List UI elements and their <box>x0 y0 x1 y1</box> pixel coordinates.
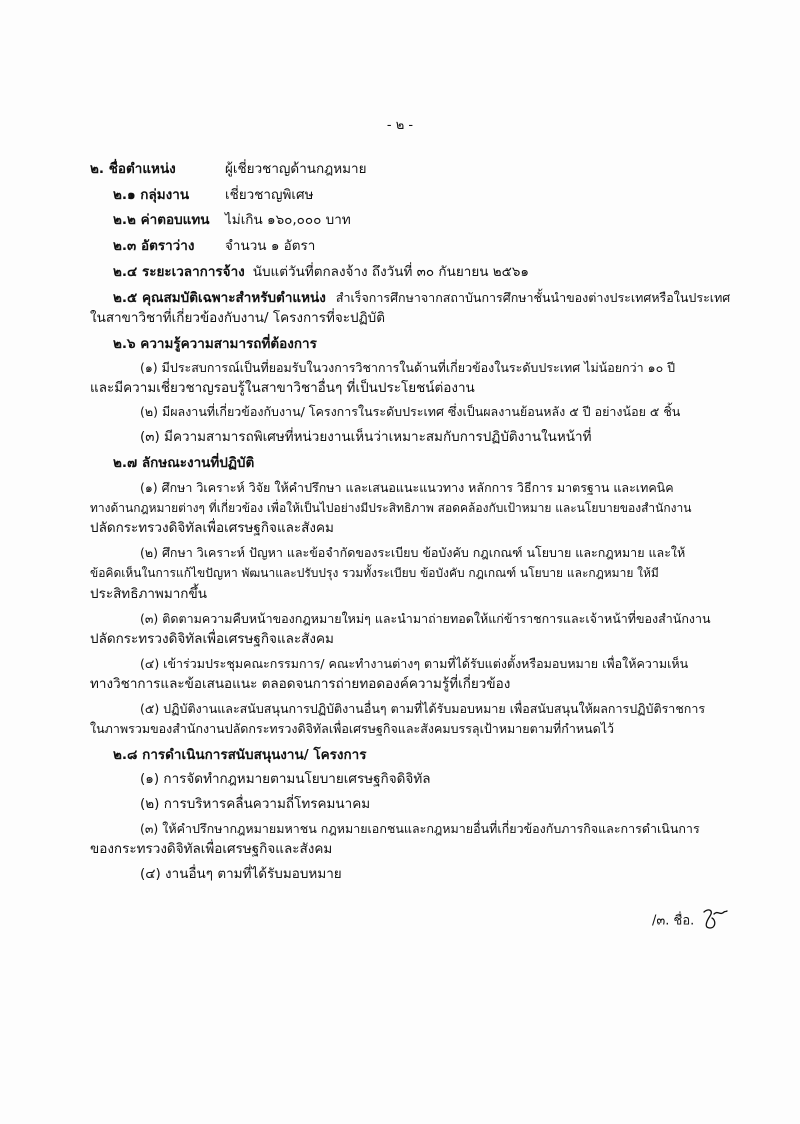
duration-value: นับแต่วันที่ตกลงจ้าง ถึงวันที่ ๓๐ กันยายน ๒๕๖๑ <box>252 264 530 280</box>
work-group-label: ๒.๑ กลุ่มงาน <box>113 187 190 203</box>
continuation-marker <box>652 906 728 936</box>
qualification-row <box>113 289 730 307</box>
duty-item-1-continuation: ทางด้านกฎหมายต่างๆ ที่เกี่ยวข้อง เพื่อให้เป็นไปอย่างมีประสิทธิภาพ สอดคล้องกับเป้าหมาย และนโยบายของสำนักงาน <box>90 501 692 515</box>
position-heading-value: ผู้เชี่ยวชาญด้านกฎหมาย <box>225 161 367 177</box>
duties-heading: ๒.๗ ลักษณะงานที่ปฏิบัติ <box>113 455 255 471</box>
knowledge-item-2: (๒) มีผลงานที่เกี่ยวข้องกับงาน/ โครงการในระดับประเทศ ซึ่งเป็นผลงานย้อนหลัง ๕ ปี อย่างน้อย ๕ ชิ้น <box>140 404 681 419</box>
duty-item-3: (๓) ติดตามความคืบหน้าของกฎหมายใหม่ๆ และนำมาถ่ายทอดให้แก่ข้าราชการและเจ้าหน้าที่ของสำนักงาน <box>140 611 711 626</box>
compensation-label: ๒.๒ ค่าตอบแทน <box>113 212 210 228</box>
page-number: - ๒ - <box>386 118 414 133</box>
duty-item-4: (๔) เข้าร่วมประชุมคณะกรรมการ/ คณะทำงานต่างๆ ตามที่ได้รับแต่งตั้งหรือมอบหมาย เพื่อให้ความเห็น <box>140 656 689 671</box>
continuation-text: /๓. ชื่อ. <box>652 913 695 929</box>
support-item-4: (๔) งานอื่นๆ ตามที่ได้รับมอบหมาย <box>140 866 342 882</box>
duty-item-5: (๕) ปฏิบัติงานและสนับสนุนการปฏิบัติงานอื่นๆ ตามที่ได้รับมอบหมาย เพื่อสนับสนุนให้ผลการปฏิบัติราชการ <box>140 701 706 716</box>
vacancy-label: ๒.๓ อัตราว่าง <box>113 238 195 254</box>
compensation-row <box>113 211 351 229</box>
signature-initials-icon <box>700 906 728 936</box>
knowledge-item-1-continuation: และมีความเชี่ยวชาญรอบรู้ในสาขาวิชาอื่นๆ ที่เป็นประโยชน์ต่องาน <box>90 380 475 396</box>
duty-item-2-continuation-2: ประสิทธิภาพมากขึ้น <box>90 586 207 602</box>
work-group-row <box>113 186 314 204</box>
duty-item-1-continuation-2: ปลัดกระทรวงดิจิทัลเพื่อเศรษฐกิจและสังคม <box>90 520 334 536</box>
position-heading-row <box>90 160 367 178</box>
support-item-3-continuation: ของกระทรวงดิจิทัลเพื่อเศรษฐกิจและสังคม <box>90 841 333 857</box>
support-item-2: (๒) การบริหารคลื่นความถี่โทรคมนาคม <box>140 796 371 812</box>
duty-item-1: (๑) ศึกษา วิเคราะห์ วิจัย ให้คำปรึกษา และเสนอแนะแนวทาง หลักการ วิธีการ มาตรฐาน และเทคนิค <box>140 480 674 495</box>
duty-item-2-continuation: ข้อคิดเห็นในการแก้ไขปัญหา พัฒนาและปรับปรุง รวมทั้งระเบียบ ข้อบังคับ กฎเกณฑ์ นโยบาย และกฎหมาย ให้มี <box>90 566 659 580</box>
vacancy-row <box>113 237 315 255</box>
knowledge-item-3: (๓) มีความสามารถพิเศษที่หน่วยงานเห็นว่าเหมาะสมกับการปฏิบัติงานในหน้าที่ <box>140 429 592 445</box>
support-heading: ๒.๘ การดำเนินการสนับสนุนงาน/ โครงการ <box>113 747 367 763</box>
duty-item-3-continuation: ปลัดกระทรวงดิจิทัลเพื่อเศรษฐกิจและสังคม <box>90 631 334 647</box>
knowledge-item-1: (๑) มีประสบการณ์เป็นที่ยอมรับในวงการวิชาการในด้านที่เกี่ยวข้องในระดับประเทศ ไม่น้อยกว่า ๑๐ ปี <box>140 360 676 375</box>
support-item-3: (๓) ให้คำปรึกษากฎหมายมหาชน กฎหมายเอกชนและกฎหมายอื่นที่เกี่ยวข้องกับภารกิจและการดำเนินการ <box>140 821 700 836</box>
vacancy-value: จำนวน ๑ อัตรา <box>225 238 316 254</box>
compensation-value: ไม่เกิน ๑๖๐,๐๐๐ บาท <box>225 212 351 228</box>
duty-item-4-continuation: ทางวิชาการและข้อเสนอแนะ ตลอดจนการถ่ายทอดองค์ความรู้ที่เกี่ยวข้อง <box>90 676 511 692</box>
duration-label: ๒.๔ ระยะเวลาการจ้าง <box>113 264 245 280</box>
qualification-label: ๒.๕ คุณสมบัติเฉพาะสำหรับตำแหน่ง <box>113 290 326 306</box>
duty-item-5-continuation: ในภาพรวมของสำนักงานปลัดกระทรวงดิจิทัลเพื่อเศรษฐกิจและสังคมบรรลุเป้าหมายตามที่กำหนดไว้ <box>90 721 615 736</box>
support-item-1: (๑) การจัดทำกฎหมายตามนโยบายเศรษฐกิจดิจิทัล <box>140 771 431 787</box>
qualification-value: สำเร็จการศึกษาจากสถาบันการศึกษาชั้นนำของต่างประเทศหรือในประเทศ <box>335 290 731 305</box>
duty-item-2: (๒) ศึกษา วิเคราะห์ ปัญหา และข้อจำกัดของระเบียบ ข้อบังคับ กฎเกณฑ์ นโยบาย และกฎหมาย และให้ <box>140 545 686 560</box>
work-group-value: เชี่ยวชาญพิเศษ <box>225 187 314 203</box>
duration-row <box>113 263 529 281</box>
qualification-continuation: ในสาขาวิชาที่เกี่ยวข้องกับงาน/ โครงการที่จะปฏิบัติ <box>90 310 386 326</box>
position-heading-label: ๒. ชื่อตำแหน่ง <box>90 161 176 177</box>
knowledge-heading: ๒.๖ ความรู้ความสามารถที่ต้องการ <box>113 336 317 352</box>
